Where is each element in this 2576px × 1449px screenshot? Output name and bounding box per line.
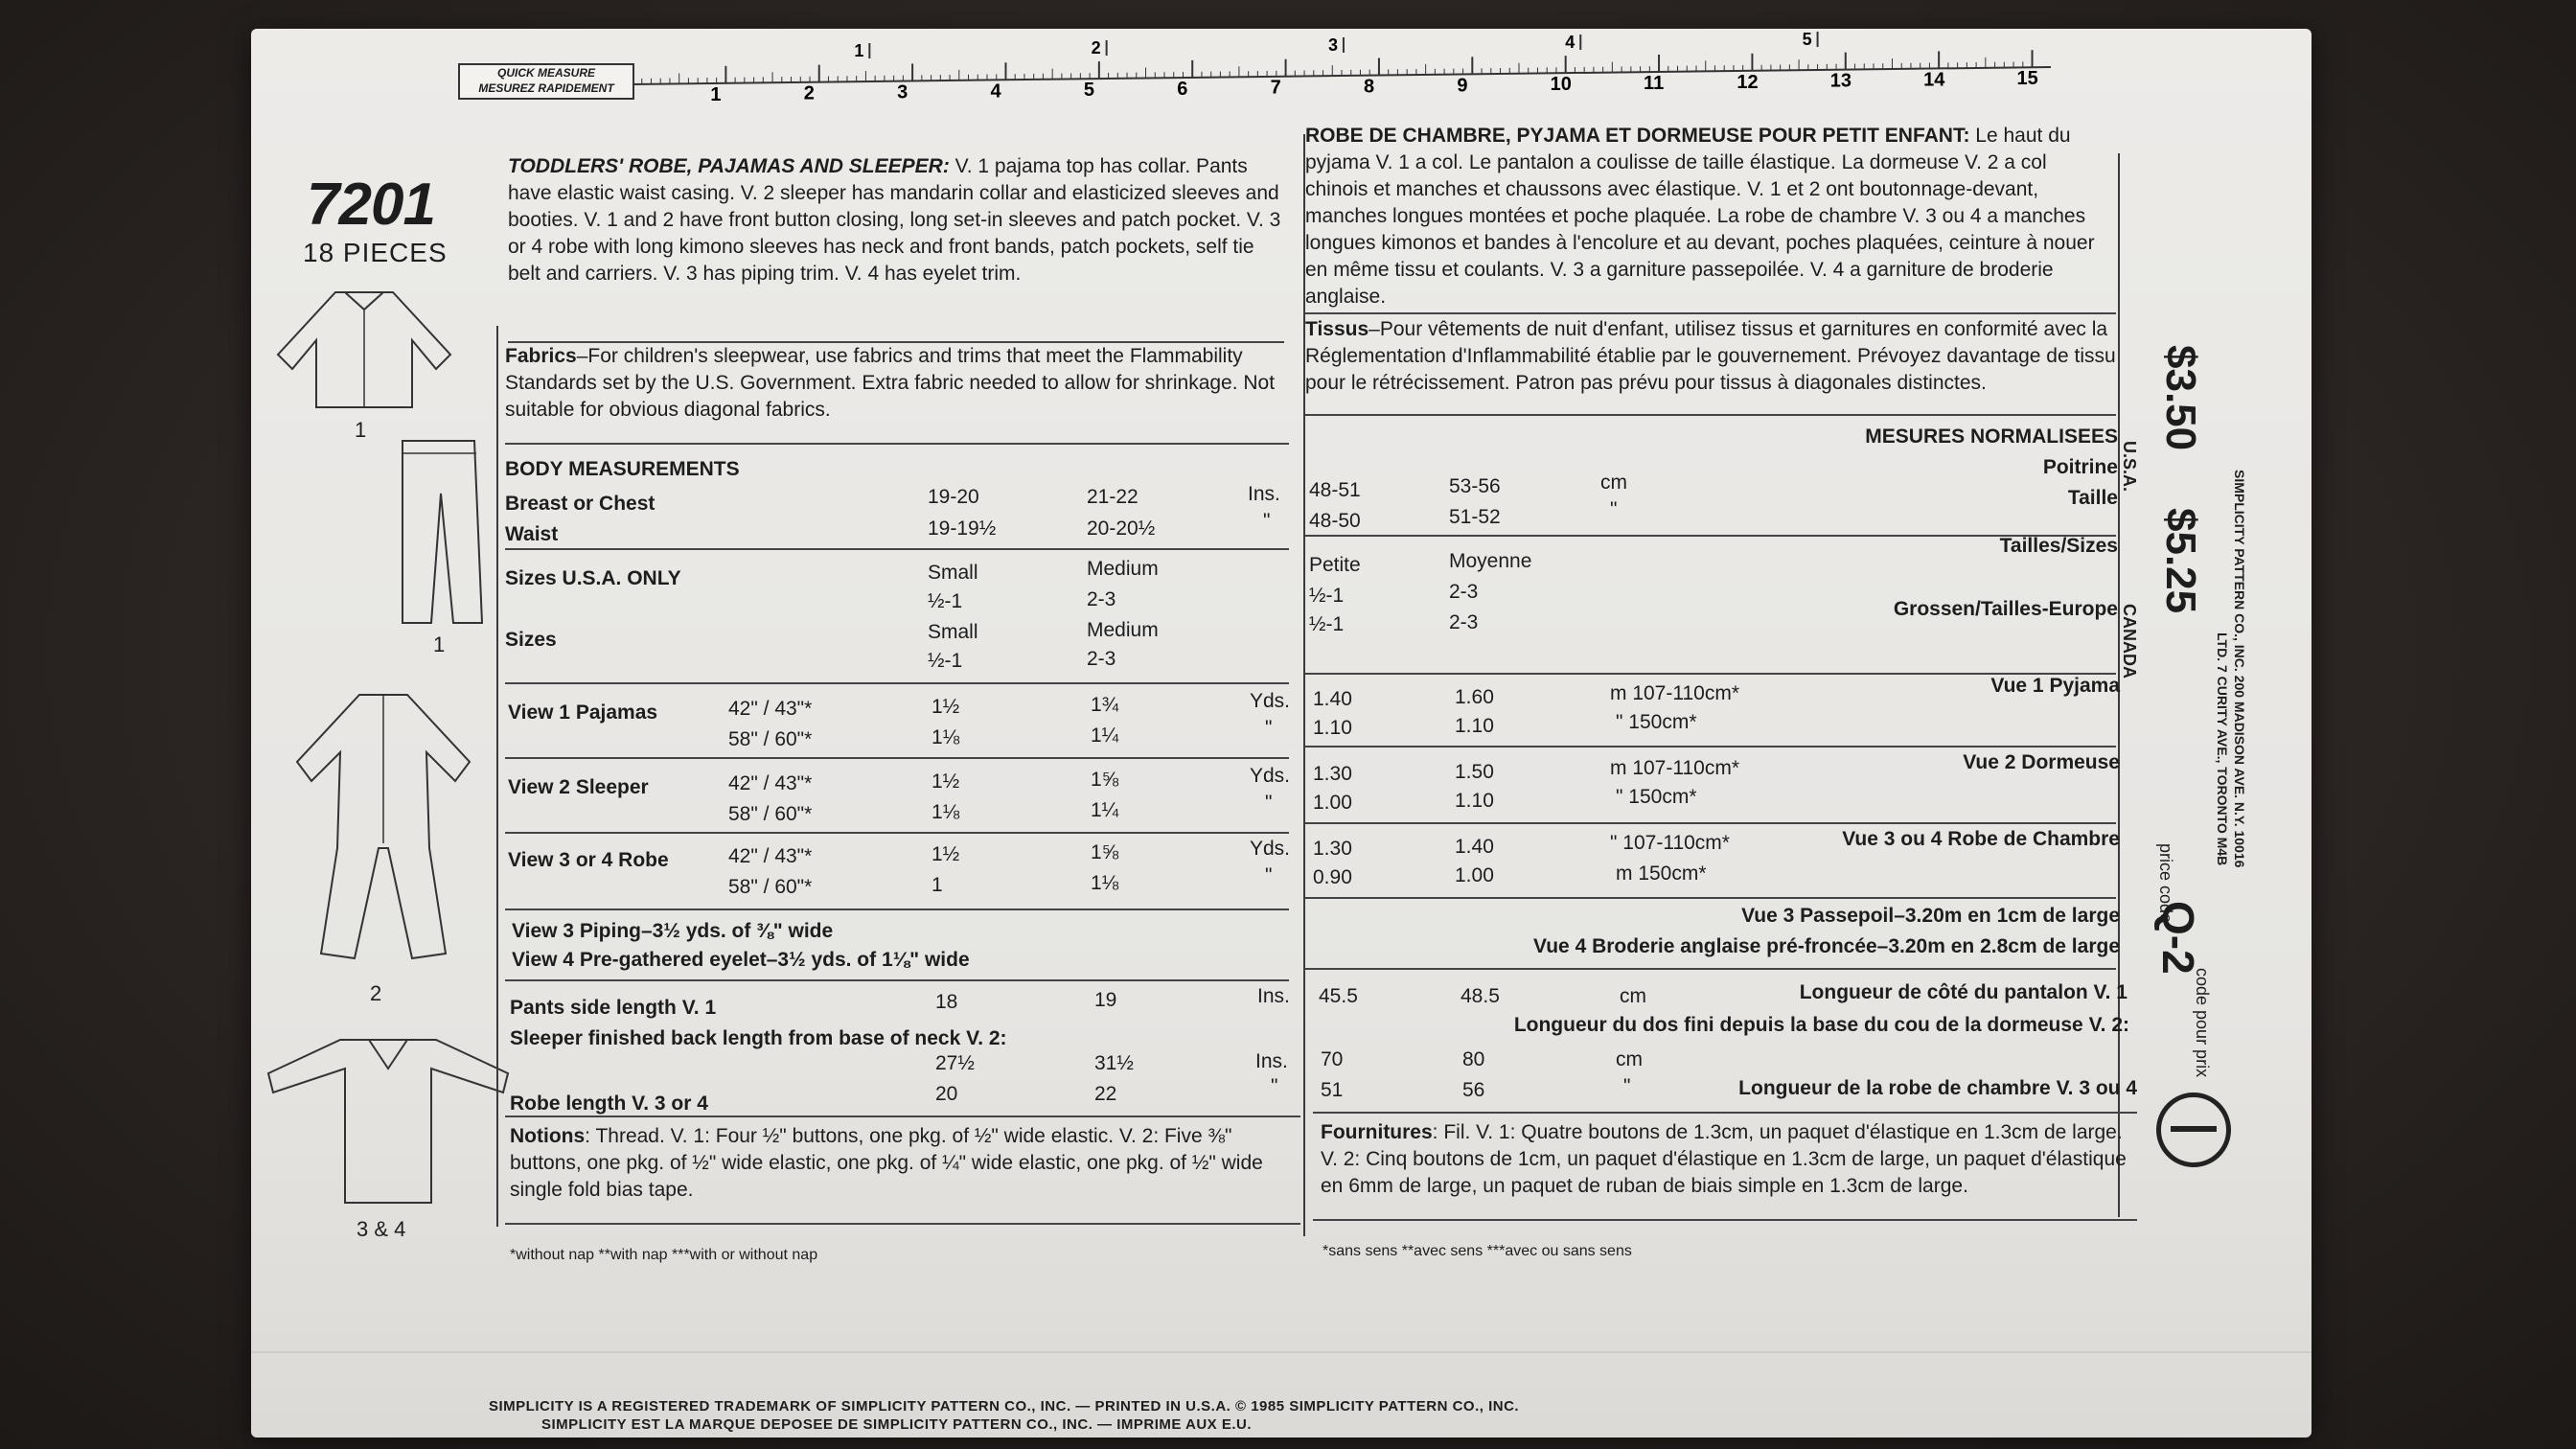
- sizes-label: Sizes: [505, 629, 557, 651]
- vue1-petite-1: 1.40: [1313, 688, 1352, 710]
- robe-length-label: Robe length V. 3 or 4: [510, 1092, 708, 1115]
- view-3-4-robe-label: View 3 or 4 Robe: [508, 849, 669, 871]
- v2-unit: Yds.: [1250, 765, 1291, 787]
- size-small-eu: Small: [928, 621, 978, 643]
- ruler-scale: [632, 29, 2089, 105]
- ruler-cm-label: 3: [897, 81, 908, 104]
- robe-chambre-label: Longueur de la robe de chambre V. 3 ou 4: [1738, 1077, 2137, 1099]
- v2-medium-60: 1¼: [1091, 799, 1119, 821]
- robe-unit: ": [1623, 1075, 1631, 1097]
- size-small: Small: [928, 562, 978, 584]
- ruler-cm-label: 14: [1923, 69, 1945, 91]
- width-45: 42" / 43"*: [728, 772, 813, 794]
- view-3-4-robe-sketch: [264, 1030, 513, 1212]
- breast-medium: 21-22: [1087, 486, 1138, 508]
- ruler-cm-label: 12: [1736, 71, 1759, 93]
- poitrine-label: Poitrine: [2042, 456, 2118, 478]
- simplicity-logo: [2156, 1092, 2231, 1167]
- price-code: Q-2: [2153, 901, 2203, 975]
- v3-medium-45: 1⅝: [1091, 841, 1119, 863]
- divider: [1313, 1112, 2137, 1114]
- pantalon-petite: 45.5: [1319, 985, 1358, 1007]
- v1-unit-ditto: ": [1265, 717, 1273, 739]
- robe-moyenne: 56: [1462, 1079, 1485, 1101]
- vue2-width-1: m 107-110cm*: [1610, 757, 1740, 779]
- divider: [505, 832, 1289, 834]
- v1-medium-60: 1¼: [1091, 724, 1119, 747]
- ruler-inch-label: 1: [854, 40, 864, 60]
- pieces-count: 18 PIECES: [303, 238, 448, 267]
- dormeuse-label: Longueur du dos fini depuis la base du cou de la dormeuse V. 2:: [1513, 1014, 2129, 1036]
- sleeper-length-label: Sleeper finished back length from base of neck V. 2:: [510, 1027, 1007, 1049]
- vue1-moyenne-1: 1.60: [1455, 686, 1494, 708]
- ruler-label: [458, 63, 634, 100]
- broderie-note: Vue 4 Broderie anglaise pré-froncée–3.20m en 2.8cm de large: [1533, 935, 2120, 957]
- piping-note: View 3 Piping–3½ yds. of ⅜" wide: [512, 920, 834, 942]
- size-medium-eu-range: 2-3: [1087, 648, 1116, 670]
- poitrine-unit: cm: [1600, 472, 1627, 494]
- taille-moyenne-range: 2-3: [1449, 581, 1479, 603]
- view-1-pajamas-label: View 1 Pajamas: [508, 702, 658, 724]
- vue3-width-1: " 107-110cm*: [1610, 832, 1730, 854]
- divider: [1305, 822, 2116, 824]
- poitrine-petite: 48-51: [1309, 479, 1361, 501]
- french-fournitures: [1321, 1119, 2140, 1200]
- ruler-cm-label: 6: [1177, 78, 1188, 100]
- vue1-petite-2: 1.10: [1313, 717, 1352, 739]
- taille-petite-name: Petite: [1309, 554, 1361, 576]
- dormeuse-petite: 70: [1321, 1048, 1344, 1070]
- price-code-label-en: price code: [2156, 843, 2175, 924]
- divider: [505, 908, 1289, 910]
- vue3-label: Vue 3 ou 4 Robe de Chambre: [1842, 828, 2120, 850]
- tissus-label: Tissus: [1305, 318, 1369, 340]
- french-title: ROBE DE CHAMBRE, PYJAMA ET DORMEUSE POUR PETIT ENFANT:: [1305, 125, 1970, 147]
- v3-small-45: 1½: [932, 843, 960, 865]
- robe-petite: 51: [1321, 1079, 1344, 1101]
- view-1-label: 1: [355, 418, 367, 442]
- v2-small-60: 1⅛: [932, 801, 960, 823]
- size-medium-eu: Medium: [1087, 619, 1159, 641]
- price-usa: $3.50: [2157, 345, 2204, 451]
- taille-petite-range: ½-1: [1309, 585, 1345, 607]
- pants-length-small: 18: [935, 991, 958, 1013]
- sleeper-length-medium: 31½: [1094, 1052, 1134, 1074]
- waist-medium: 20-20½: [1087, 518, 1156, 540]
- waist-label: Waist: [505, 523, 559, 545]
- v1-medium-45: 1¾: [1091, 694, 1119, 716]
- sizes-usa-label: Sizes U.S.A. ONLY: [505, 567, 681, 589]
- address-canada: LTD. 7 CURITY AVE., TORONTO M4B: [2215, 632, 2230, 866]
- size-medium: Medium: [1087, 558, 1159, 580]
- french-tissus: [1305, 316, 2116, 397]
- taille-moyenne-name: Moyenne: [1449, 550, 1532, 572]
- divider: [505, 548, 1289, 550]
- body-measurements-heading: BODY MEASUREMENTS: [505, 458, 740, 480]
- vue3-petite-2: 0.90: [1313, 866, 1352, 888]
- footer-line-2: SIMPLICITY EST LA MARQUE DEPOSEE DE SIMPLICITY PATTERN CO., INC. — IMPRIME AUX E.U.: [541, 1416, 1253, 1433]
- ruler-cm-label: 13: [1829, 70, 1852, 92]
- footer-trademark: [489, 1397, 1519, 1434]
- width-45: 42" / 43"*: [728, 845, 813, 867]
- robe-length-medium: 22: [1094, 1083, 1117, 1105]
- view-1-pants-label: 1: [433, 632, 446, 656]
- english-description-text: V. 1 pajama top has collar. Pants have elastic waist casing. V. 2 sleeper has mandarin collar and elasticized sleeves and booties. V. 1 and 2 have front button closing, long set-in sleeves and patch pocket. V. 3 or 4 robe with long kimono sleeves has neck and front bands, patch pockets, self tie belt and carriers. V. 3 has piping trim. V. 4 has eyelet trim.: [508, 155, 1281, 285]
- divider: [1305, 312, 2116, 314]
- divider: [505, 1116, 1300, 1117]
- english-footnote: *without nap **with nap ***with or without nap: [510, 1247, 818, 1263]
- sleeper-length-small: 27½: [935, 1052, 975, 1074]
- vue1-width-1: m 107-110cm*: [1610, 682, 1740, 704]
- pantalon-unit: cm: [1620, 985, 1646, 1007]
- price-code-label-fr: code pour prix: [2193, 968, 2212, 1078]
- v3-small-60: 1: [932, 874, 943, 896]
- europe-petite-range: ½-1: [1309, 613, 1345, 635]
- fabrics-label: Fabrics: [505, 345, 577, 367]
- vue2-petite-1: 1.30: [1313, 763, 1352, 785]
- robe-length-unit: ": [1271, 1075, 1278, 1097]
- english-description: [508, 153, 1284, 288]
- vue2-petite-2: 1.00: [1313, 792, 1352, 814]
- ruler-cm-label: 2: [803, 82, 815, 104]
- v2-medium-45: 1⅝: [1091, 769, 1119, 791]
- ruler-cm-label: 5: [1083, 80, 1094, 102]
- ruler-label-en: QUICK MEASURE: [496, 66, 595, 80]
- width-60: 58" / 60"*: [728, 876, 813, 898]
- grossen-label: Grossen/Tailles-Europe: [1893, 598, 2118, 620]
- taille-petite: 48-50: [1309, 510, 1361, 532]
- v1-unit: Yds.: [1250, 690, 1291, 712]
- vue2-width-2: " 150cm*: [1616, 786, 1697, 808]
- v3-unit-ditto: ": [1265, 864, 1273, 886]
- ruler-cm-label: 4: [990, 80, 1001, 103]
- vue3-moyenne-1: 1.40: [1455, 836, 1494, 858]
- english-notions: [510, 1123, 1300, 1204]
- divider: [1305, 746, 2116, 748]
- fabrics-text: –For children's sleepwear, use fabrics and trims that meet the Flammability Standards set by the U.S. Government. Extra fabric needed to allow for shrinkage. Not suitable for obvious diagonal fabrics.: [505, 345, 1276, 421]
- vue1-label: Vue 1 Pyjama: [1990, 675, 2120, 697]
- width-45: 42" / 43"*: [728, 698, 813, 720]
- waist-unit: ": [1263, 510, 1271, 532]
- vue2-moyenne-2: 1.10: [1455, 790, 1494, 812]
- taille-unit: ": [1610, 498, 1618, 520]
- vue1-width-2: " 150cm*: [1616, 711, 1697, 733]
- passepoil-note: Vue 3 Passepoil–3.20m en 1cm de large: [1741, 905, 2120, 927]
- v1-small-45: 1½: [932, 696, 960, 718]
- ruler-cm-label: 11: [1644, 72, 1665, 94]
- tissus-text: –Pour vêtements de nuit d'enfant, utilisez tissus et garnitures en conformité avec la Réglementation d'Inflammabilité établie par le gouvernement. Prévoyez davantage de tissu pour le rétrécissement. Patron pas prévu pour tissus à diagonales distinctes.: [1305, 318, 2116, 394]
- divider: [505, 979, 1289, 981]
- size-medium-range: 2-3: [1087, 588, 1116, 610]
- view-2-sleeper-sketch: [278, 685, 489, 973]
- view-2-label: 2: [370, 981, 382, 1005]
- english-fabrics: [505, 343, 1291, 424]
- ruler-inch-label: 4: [1565, 32, 1576, 52]
- address-us: SIMPLICITY PATTERN CO., INC. 200 MADISON AVE. N.Y. 10016: [2232, 470, 2247, 868]
- size-small-range: ½-1: [928, 590, 963, 612]
- ruler-inch-label: 3: [1327, 34, 1338, 55]
- divider: [1305, 414, 2116, 416]
- view-3-4-label: 3 & 4: [356, 1217, 406, 1241]
- v2-small-45: 1½: [932, 770, 960, 793]
- price-usa-label: U.S.A.: [2120, 441, 2139, 493]
- width-60: 58" / 60"*: [728, 803, 813, 825]
- v1-small-60: 1⅛: [932, 726, 960, 748]
- pantalon-label: Longueur de côté du pantalon V. 1: [1799, 981, 2128, 1003]
- v3-medium-60: 1⅛: [1091, 872, 1119, 894]
- divider: [505, 757, 1289, 759]
- size-small-eu-range: ½-1: [928, 650, 963, 672]
- left-column-rule: [496, 326, 498, 1227]
- view-1-top-sketch: [268, 283, 460, 417]
- english-title: TODDLERS' ROBE, PAJAMAS AND SLEEPER:: [508, 155, 950, 177]
- divider: [1305, 968, 2116, 970]
- breast-label: Breast or Chest: [505, 493, 656, 515]
- price-canada-label: CANADA: [2120, 604, 2139, 678]
- pants-length-unit: Ins.: [1257, 985, 1290, 1007]
- divider: [1313, 1219, 2137, 1221]
- view-1-pants-sketch: [388, 436, 494, 628]
- vue3-width-2: m 150cm*: [1616, 862, 1707, 885]
- ruler-cm-label: 15: [2016, 68, 2038, 90]
- v3-unit: Yds.: [1250, 838, 1291, 860]
- quick-measure-ruler: [450, 29, 2099, 105]
- pants-length-label: Pants side length V. 1: [510, 997, 717, 1019]
- vue2-moyenne-1: 1.50: [1455, 761, 1494, 783]
- robe-length-small: 20: [935, 1083, 958, 1105]
- taille-label: Taille: [2067, 487, 2118, 509]
- view-2-sleeper-label: View 2 Sleeper: [508, 776, 649, 798]
- europe-moyenne-range: 2-3: [1449, 611, 1479, 633]
- pattern-number: 7201: [307, 172, 435, 238]
- french-description: [1305, 123, 2110, 310]
- pants-length-medium: 19: [1094, 989, 1117, 1011]
- divider: [505, 1223, 1300, 1225]
- v2-unit-ditto: ": [1265, 792, 1273, 814]
- breast-unit: Ins.: [1248, 483, 1280, 505]
- footer-line-1: SIMPLICITY IS A REGISTERED TRADEMARK OF SIMPLICITY PATTERN CO., INC. — PRINTED IN U.S.A. © 1985 SIMPLICITY PATTERN CO., INC.: [489, 1398, 1520, 1414]
- mesures-heading: MESURES NORMALISEES: [1865, 426, 2118, 448]
- notions-label: Notions: [510, 1125, 586, 1147]
- ruler-cm-label: 8: [1363, 76, 1375, 98]
- waist-small: 19-19½: [928, 518, 997, 540]
- divider: [505, 443, 1289, 445]
- divider: [505, 682, 1289, 684]
- french-description-text: Le haut du pyjama V. 1 a col. Le pantalon a coulisse de taille élastique. La dormeuse V. 2 a col chinois et manches et chaussons avec élastique. V. 1 et 2 ont boutonnage-devant, manches longues montées et poche plaquée. La robe de chambre V. 3 ou 4 a manches longues kimonos et bandes à l'encolure et au devant, poches plaquées, ceinture à nouer en même tissu et coulants. V. 3 a garniture passepoilée. V. 4 a garniture de broderie anglaise.: [1305, 125, 2095, 308]
- divider: [1305, 897, 2116, 899]
- dormeuse-unit: cm: [1616, 1048, 1643, 1070]
- price-canada: $5.25: [2157, 508, 2204, 614]
- vue3-moyenne-2: 1.00: [1455, 864, 1494, 886]
- fournitures-text: : Fil. V. 1: Quatre boutons de 1.3cm, un paquet d'élastique en 1.3cm de large. V. 2: Cinq boutons de 1cm, un paquet d'élastique en 1.3cm de large, un paquet d'élastique en 6mm de large, un paquet de ruban de biais simple en 1.3cm de large.: [1321, 1121, 2127, 1197]
- tailles-sizes-label: Tailles/Sizes: [1999, 535, 2118, 557]
- sleeper-length-unit: Ins.: [1255, 1050, 1288, 1072]
- ruler-cm-label: 7: [1270, 77, 1281, 99]
- notions-text: : Thread. V. 1: Four ½" buttons, one pkg. of ½" wide elastic. V. 2: Five ⅜" buttons, one pkg. of ½" wide elastic, one pkg. of ¼" wide elastic, one pkg. of ½" wide single fold bias tape.: [510, 1125, 1263, 1201]
- vue1-moyenne-2: 1.10: [1455, 715, 1494, 737]
- poitrine-moyenne: 53-56: [1449, 475, 1501, 497]
- dormeuse-moyenne: 80: [1462, 1048, 1485, 1070]
- ruler-label-fr: MESUREZ RAPIDEMENT: [478, 81, 614, 95]
- ruler-cm-label: 9: [1457, 75, 1468, 97]
- french-footnote: *sans sens **avec sens ***avec ou sans sens: [1322, 1243, 1632, 1259]
- envelope-flap-edge: [251, 1351, 2312, 1353]
- vue2-label: Vue 2 Dormeuse: [1963, 751, 2120, 773]
- taille-moyenne: 51-52: [1449, 506, 1501, 528]
- breast-small: 19-20: [928, 486, 979, 508]
- vue3-petite-1: 1.30: [1313, 838, 1352, 860]
- ruler-cm-label: 1: [710, 83, 722, 105]
- fournitures-label: Fournitures: [1321, 1121, 1433, 1143]
- eyelet-note: View 4 Pre-gathered eyelet–3½ yds. of 1⅛" wide: [512, 949, 970, 971]
- ruler-inch-label: 2: [1091, 37, 1101, 58]
- width-60: 58" / 60"*: [728, 728, 813, 750]
- ruler-cm-label: 10: [1550, 74, 1572, 96]
- pantalon-moyenne: 48.5: [1460, 985, 1500, 1007]
- ruler-inch-label: 5: [1802, 29, 1812, 49]
